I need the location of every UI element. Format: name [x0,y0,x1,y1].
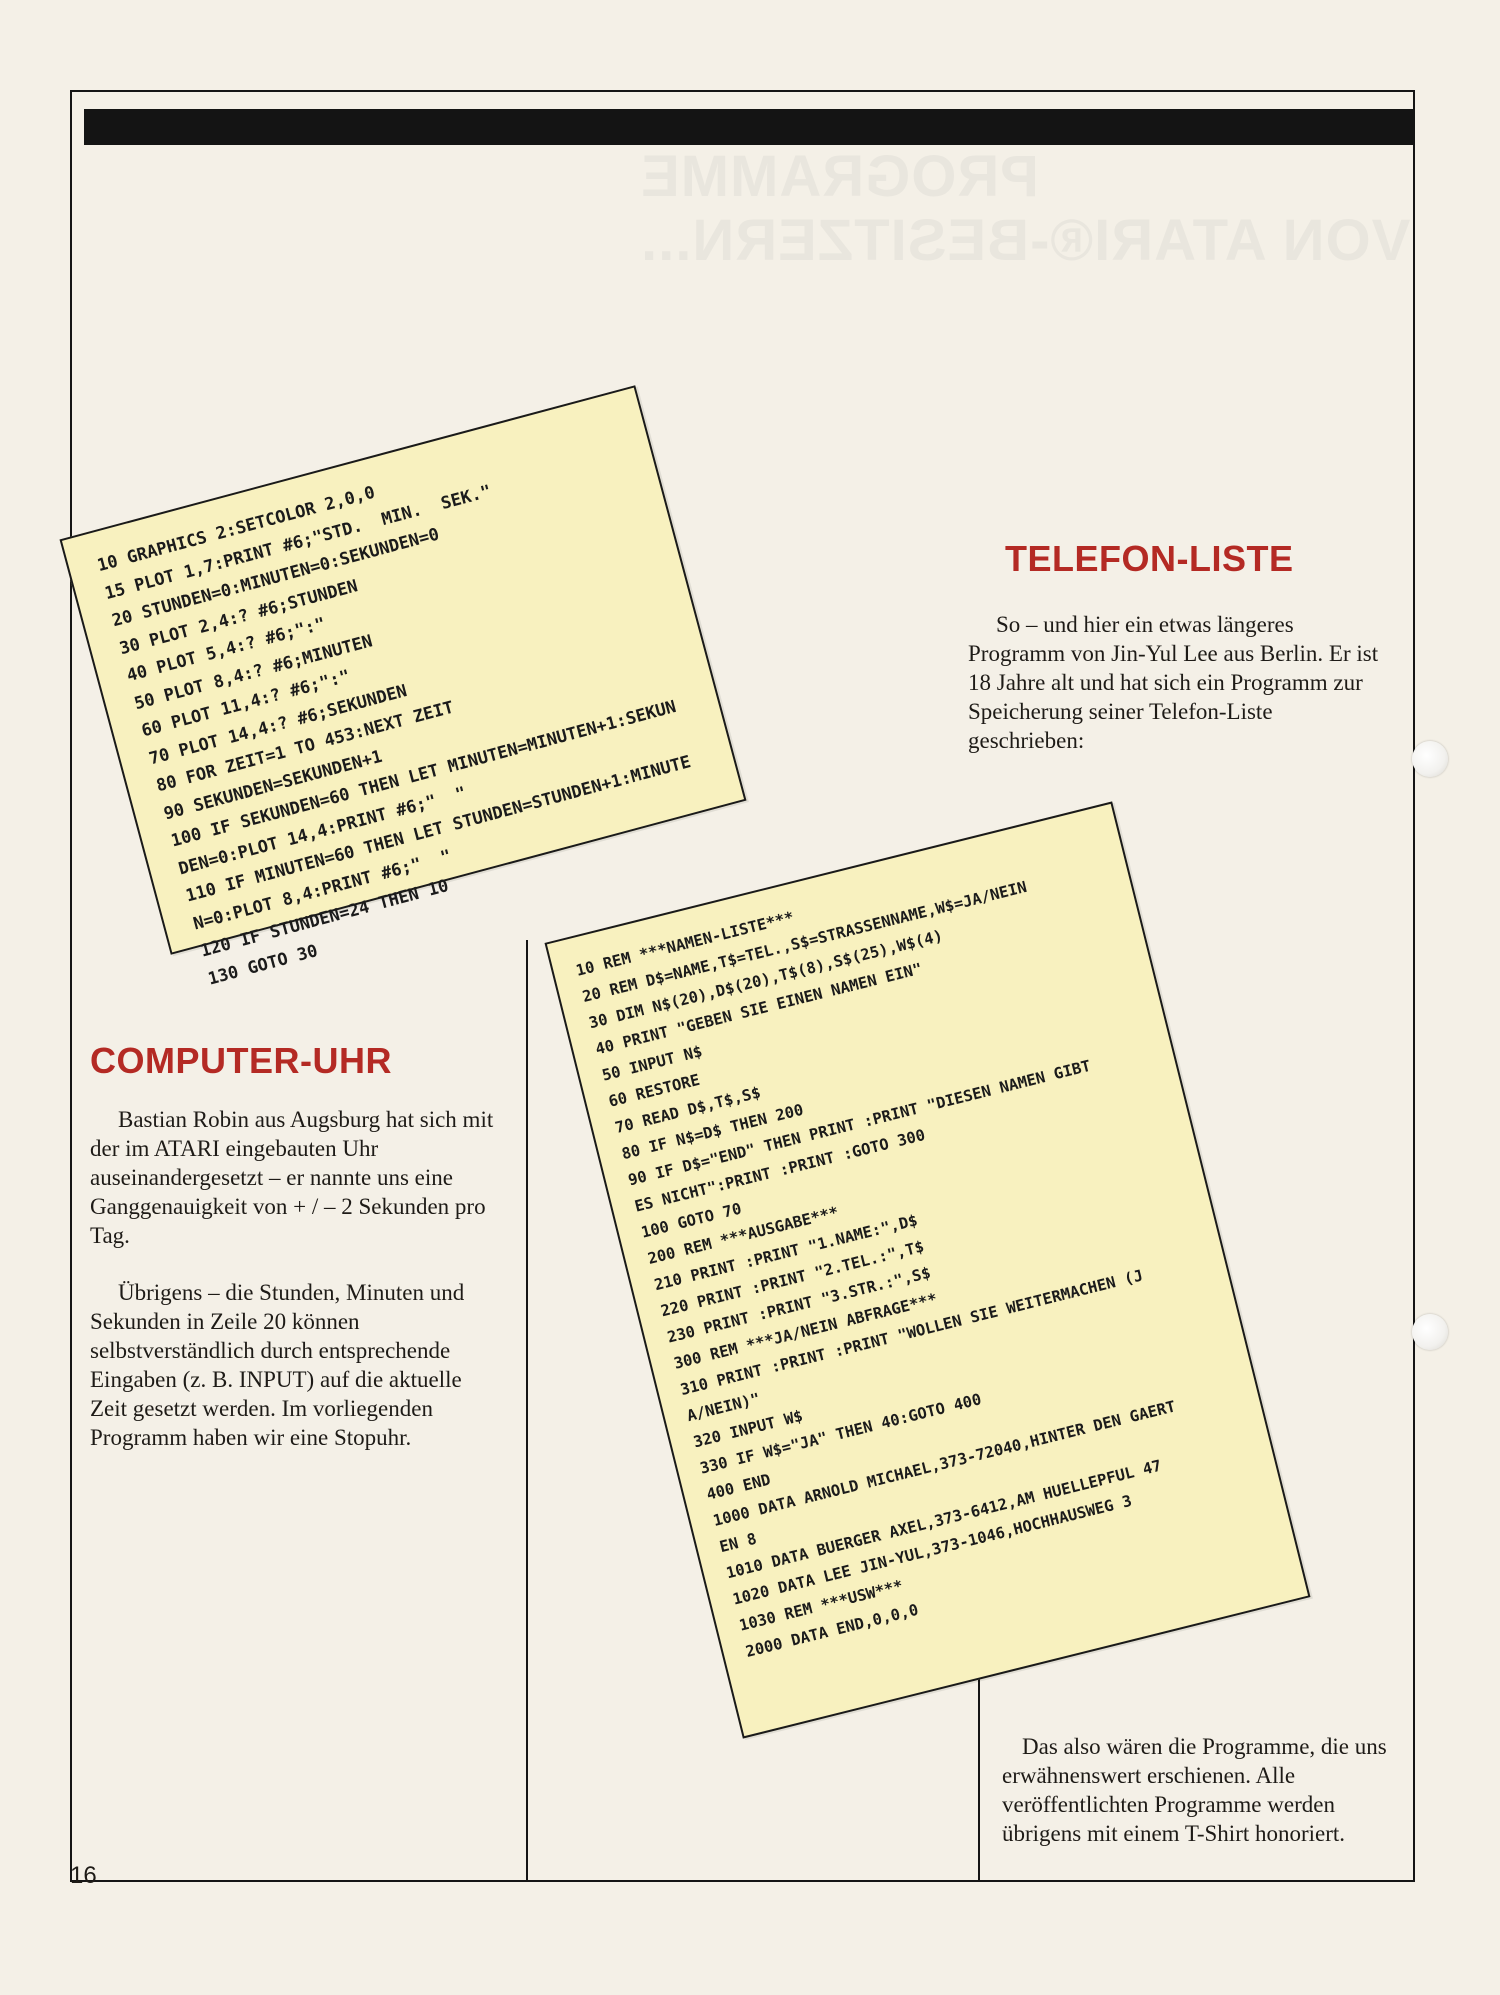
computer-uhr-listing: 10 GRAPHICS 2:SETCOLOR 2,0,0 15 PLOT 1,7:PRINT #6;"STD. MIN. SEK." 20 STUNDEN=0:MINUTEN=0:SEKUNDEN=0 30 PLOT 2,4:? #6;STUNDEN 40 PLOT 5,4:? #6;":" 50 PLOT 8,4:? #6;MINUTEN 60 PLOT 11,4:? #6;":" 70 PLOT 14,4:? #6;SEKUNDEN 80 FOR ZEIT=1 TO 453:NEXT ZEIT 90 SEKUNDEN=SEKUNDEN+1 100 IF SEKUNDEN=60 THEN LET MINUTEN=MINUTEN+1:SEKUN DEN=0:PLOT 14,4:PRINT #6;" " 110 IF MINUTEN=60 THEN LET STUNDEN=STUNDEN+1:MINUTE N=0:PLOT 8,4:PRINT #6;" " 120 IF STUNDEN=24 THEN 10 130 GOTO 30 [95,481,694,990]
show-through-title [640,145,1410,273]
closing-text-body: Das also wären die Programme, die uns erwähnenswert erschienen. Alle veröffentlichten Programme werden übrigens mit einem T-Shirt honoriert. [1002,1734,1387,1846]
telefon-liste-heading: TELEFON-LISTE [1005,538,1294,579]
computer-uhr-heading: COMPUTER-UHR [90,1040,392,1081]
computer-uhr-paragraph-1: Bastian Robin aus Augsburg hat sich mit der im ATARI eingebauten Uhr auseinandergesetzt – er nannte uns eine Ganggenauigkeit von + / – 2 Sekunden pro Tag. [90,1107,494,1248]
closing-text [1002,1732,1392,1848]
page-number: 16 [70,1862,97,1889]
computer-uhr-body [90,1105,504,1452]
binder-hole-lower [1412,1314,1448,1350]
telefon-liste-intro-text: So – und hier ein etwas längeres Programm von Jin-Yul Lee aus Berlin. Er ist 18 Jahre alt und hat sich ein Programm zur Speicherung seiner Telefon-Liste geschrieben: [968,612,1379,753]
telefon-liste-intro [968,610,1380,755]
column-divider-left [526,940,528,1882]
header-bar [84,109,1415,145]
computer-uhr-paragraph-2: Übrigens – die Stunden, Minuten und Sekunden in Zeile 20 können selbstverständlich durch entsprechende Eingaben (z. B. INPUT) auf die aktuelle Zeit gesetzt werden. Im vorliegenden Programm haben wir eine Stopuhr. [90,1280,465,1450]
telefon-liste-listing: 10 REM ***NAMEN-LISTE*** 20 REM D$=NAME,T$=TEL.,S$=STRASSENNAME,W$=JA/NEIN 30 DIM N$(20),D$(20),T$(8),S$(25),W$(4) 40 PRINT "GEBEN SIE EINEN NAMEN EIN" 50 INPUT N$ 60 RESTORE 70 READ D$,T$,S$ 80 IF N$=D$ THEN 200 90 IF D$="END" THEN PRINT :PRINT "DIESEN NAMEN GIBT ES NICHT":PRINT :PRINT :GOTO 300 100 GOTO 70 200 REM ***AUSGABE*** 210 PRINT :PRINT "1.NAME:",D$ 220 PRINT :PRINT "2.TEL.:",T$ 230 PRINT :PRINT "3.STR.:",S$ 300 REM ***JA/NEIN ABFRAGE*** 310 PRINT :PRINT :PRINT "WOLLEN SIE WEITERMACHEN (J A/NEIN)" 320 INPUT W$ 330 IF W$="JA" THEN 40:GOTO 400 400 END 1000 DATA ARNOLD MICHAEL,373-72040,HINTER DEN GAERT EN 8 1010 DATA BUERGER AXEL,373-6412,AM HUELLEPFUL 47 1020 DATA LEE JIN-YUL,373-1046,HOCHHAUSWEG 3 1030 REM ***USW*** 2000 DATA END,0,0,0 [574,877,1178,1661]
ghost-title-line-2: VON ATARI®-BESITZERN... [639,208,1410,273]
binder-hole-upper [1412,741,1448,777]
ghost-title-line-1: PROGRAMME [639,144,1039,209]
